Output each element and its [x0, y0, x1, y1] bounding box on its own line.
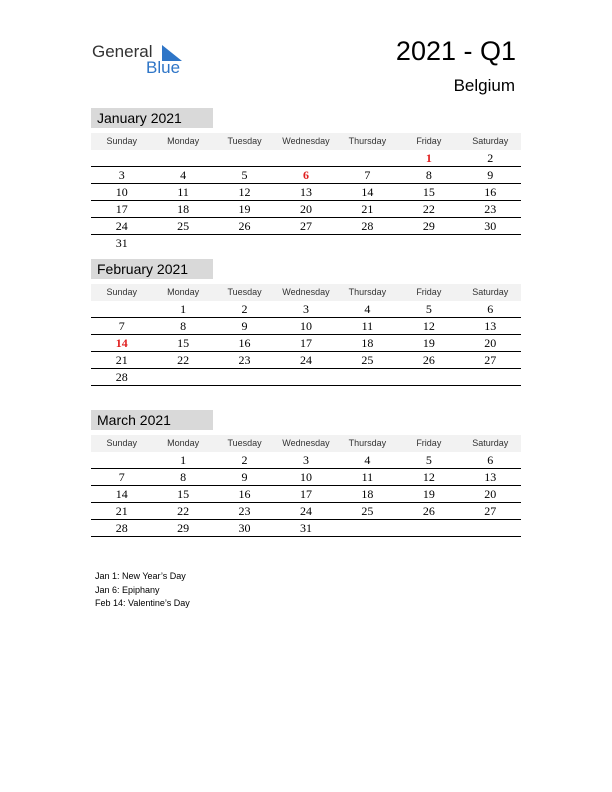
day-cell: 4 — [180, 168, 187, 182]
day-cell: 24 — [115, 219, 128, 233]
day-cell: 29 — [177, 521, 190, 535]
day-cell: 7 — [364, 168, 371, 182]
holiday-note: Jan 1: New Year’s Day — [95, 571, 186, 581]
day-cell: 17 — [299, 487, 312, 501]
day-cell — [214, 235, 275, 251]
day-cell: 1 — [180, 302, 187, 316]
weekday-label: Friday — [416, 438, 442, 448]
day-cell — [91, 150, 152, 166]
day-cell: 27 — [484, 504, 497, 518]
general-blue-logo — [92, 40, 192, 80]
month-label: March 2021 — [91, 410, 213, 430]
week-row — [91, 486, 521, 503]
day-cell: 2 — [487, 151, 494, 165]
week-row — [91, 452, 521, 469]
day-cell: 31 — [299, 521, 312, 535]
weekday-label: Thursday — [348, 287, 387, 297]
day-cell: 20 — [484, 336, 497, 350]
day-cell: 7 — [118, 470, 125, 484]
day-cell: 6 — [487, 302, 494, 316]
day-cell: 8 — [180, 319, 187, 333]
week-row — [91, 335, 521, 352]
week-row — [91, 503, 521, 520]
day-cell — [460, 235, 521, 251]
day-cell: 31 — [115, 236, 128, 250]
weekday-header-row — [91, 284, 521, 301]
week-row — [91, 201, 521, 218]
day-cell: 18 — [361, 487, 374, 501]
day-cell: 6 — [487, 453, 494, 467]
day-cell: 24 — [299, 504, 312, 518]
day-cell: 17 — [115, 202, 128, 216]
day-cell: 15 — [177, 487, 190, 501]
day-cell: 19 — [238, 202, 251, 216]
day-cell — [337, 369, 398, 385]
weekday-label: Wednesday — [282, 136, 330, 146]
day-cell: 9 — [487, 168, 494, 182]
weekday-label: Wednesday — [282, 438, 330, 448]
week-row — [91, 352, 521, 369]
day-cell: 27 — [484, 353, 497, 367]
day-cell: 11 — [361, 470, 374, 484]
day-cell: 16 — [238, 336, 251, 350]
weekday-label: Sunday — [106, 136, 137, 146]
weekday-label: Monday — [167, 136, 200, 146]
day-cell: 1 — [425, 151, 432, 165]
week-row — [91, 167, 521, 184]
week-row — [91, 469, 521, 486]
day-cell: 21 — [361, 202, 374, 216]
month-february — [91, 259, 521, 386]
weekday-label: Saturday — [472, 136, 509, 146]
day-cell — [152, 150, 213, 166]
day-cell — [152, 369, 213, 385]
logo-text-blue: Blue — [146, 58, 181, 77]
weekday-header-row — [91, 133, 521, 150]
weekday-label: Tuesday — [227, 438, 262, 448]
day-cell: 4 — [364, 302, 371, 316]
day-cell: 25 — [361, 504, 374, 518]
weekday-label: Tuesday — [227, 287, 262, 297]
day-cell: 9 — [241, 470, 248, 484]
day-cell — [275, 235, 336, 251]
day-cell: 25 — [177, 219, 190, 233]
day-cell: 30 — [484, 219, 497, 233]
day-cell: 11 — [177, 185, 189, 199]
day-cell: 2 — [241, 453, 248, 467]
day-cell: 21 — [115, 504, 128, 518]
day-cell — [214, 150, 275, 166]
day-cell: 26 — [422, 504, 435, 518]
day-cell: 22 — [422, 202, 435, 216]
day-cell: 10 — [299, 319, 312, 333]
day-cell: 3 — [118, 168, 125, 182]
day-cell: 2 — [241, 302, 248, 316]
day-cell: 18 — [361, 336, 374, 350]
day-cell: 7 — [118, 319, 125, 333]
holiday-note: Feb 14: Valentine’s Day — [95, 598, 190, 608]
day-cell: 4 — [364, 453, 371, 467]
day-cell: 11 — [361, 319, 374, 333]
weekday-label: Thursday — [348, 438, 387, 448]
week-row — [91, 369, 521, 386]
weekday-label: Thursday — [348, 136, 387, 146]
weekday-label: Sunday — [106, 287, 137, 297]
weekday-label: Monday — [167, 438, 200, 448]
day-cell: 26 — [422, 353, 435, 367]
day-cell: 14 — [115, 336, 128, 350]
weekday-label: Friday — [416, 287, 442, 297]
day-cell: 10 — [299, 470, 312, 484]
weekday-label: Friday — [416, 136, 442, 146]
day-cell: 13 — [484, 470, 497, 484]
day-cell: 20 — [299, 202, 312, 216]
holiday-notes — [95, 570, 190, 611]
month-label: January 2021 — [91, 108, 213, 128]
day-cell: 19 — [422, 487, 435, 501]
month-march — [91, 410, 521, 537]
week-row — [91, 184, 521, 201]
day-cell: 8 — [180, 470, 187, 484]
day-cell: 18 — [177, 202, 190, 216]
page-title: 2021 - Q1 — [395, 36, 516, 66]
month-january — [91, 108, 521, 251]
day-cell: 14 — [115, 487, 128, 501]
day-cell: 27 — [299, 219, 312, 233]
week-row — [91, 520, 521, 537]
day-cell: 30 — [238, 521, 251, 535]
weekday-label: Wednesday — [282, 287, 330, 297]
day-cell: 3 — [302, 302, 309, 316]
day-cell — [337, 235, 398, 251]
day-cell: 8 — [425, 168, 432, 182]
day-cell: 5 — [425, 302, 432, 316]
day-cell: 14 — [361, 185, 374, 199]
day-cell: 12 — [422, 319, 435, 333]
day-cell — [337, 150, 398, 166]
week-row — [91, 150, 521, 167]
week-row — [91, 218, 521, 235]
day-cell: 25 — [361, 353, 374, 367]
holiday-note: Jan 6: Epiphany — [95, 584, 160, 595]
day-cell: 23 — [484, 202, 497, 216]
day-cell — [91, 452, 152, 468]
day-cell: 21 — [115, 353, 128, 367]
weekday-label: Monday — [167, 287, 200, 297]
month-label: February 2021 — [91, 259, 213, 279]
day-cell: 15 — [177, 336, 190, 350]
day-cell: 15 — [422, 185, 435, 199]
day-cell — [275, 369, 336, 385]
day-cell: 16 — [238, 487, 251, 501]
day-cell — [152, 235, 213, 251]
country-name: Belgium — [453, 76, 515, 95]
day-cell: 26 — [238, 219, 251, 233]
day-cell: 12 — [238, 185, 251, 199]
weekday-label: Tuesday — [227, 136, 262, 146]
day-cell — [460, 369, 521, 385]
day-cell: 13 — [484, 319, 497, 333]
week-row — [91, 318, 521, 335]
day-cell: 24 — [299, 353, 312, 367]
day-cell: 3 — [302, 453, 309, 467]
day-cell: 22 — [177, 504, 190, 518]
day-cell: 23 — [238, 504, 251, 518]
weekday-label: Saturday — [472, 438, 509, 448]
day-cell: 12 — [422, 470, 435, 484]
day-cell — [460, 520, 521, 536]
day-cell: 29 — [422, 219, 435, 233]
day-cell: 22 — [177, 353, 190, 367]
day-cell — [398, 520, 459, 536]
day-cell: 28 — [115, 370, 128, 384]
day-cell: 13 — [299, 185, 312, 199]
day-cell: 5 — [241, 168, 248, 182]
weekday-label: Saturday — [472, 287, 509, 297]
day-cell: 10 — [115, 185, 128, 199]
week-row — [91, 235, 521, 251]
day-cell: 1 — [180, 453, 187, 467]
day-cell: 28 — [361, 219, 374, 233]
day-cell: 9 — [241, 319, 248, 333]
logo-text-general: General — [92, 42, 153, 61]
day-cell: 23 — [238, 353, 251, 367]
week-row — [91, 301, 521, 318]
day-cell: 17 — [299, 336, 312, 350]
day-cell — [398, 369, 459, 385]
day-cell: 28 — [115, 521, 128, 535]
day-cell — [91, 301, 152, 317]
day-cell — [275, 150, 336, 166]
day-cell: 5 — [425, 453, 432, 467]
day-cell: 20 — [484, 487, 497, 501]
day-cell — [214, 369, 275, 385]
day-cell: 16 — [484, 185, 497, 199]
weekday-label: Sunday — [106, 438, 137, 448]
weekday-header-row — [91, 435, 521, 452]
day-cell — [337, 520, 398, 536]
day-cell — [398, 235, 459, 251]
day-cell: 6 — [302, 168, 309, 182]
day-cell: 19 — [422, 336, 435, 350]
